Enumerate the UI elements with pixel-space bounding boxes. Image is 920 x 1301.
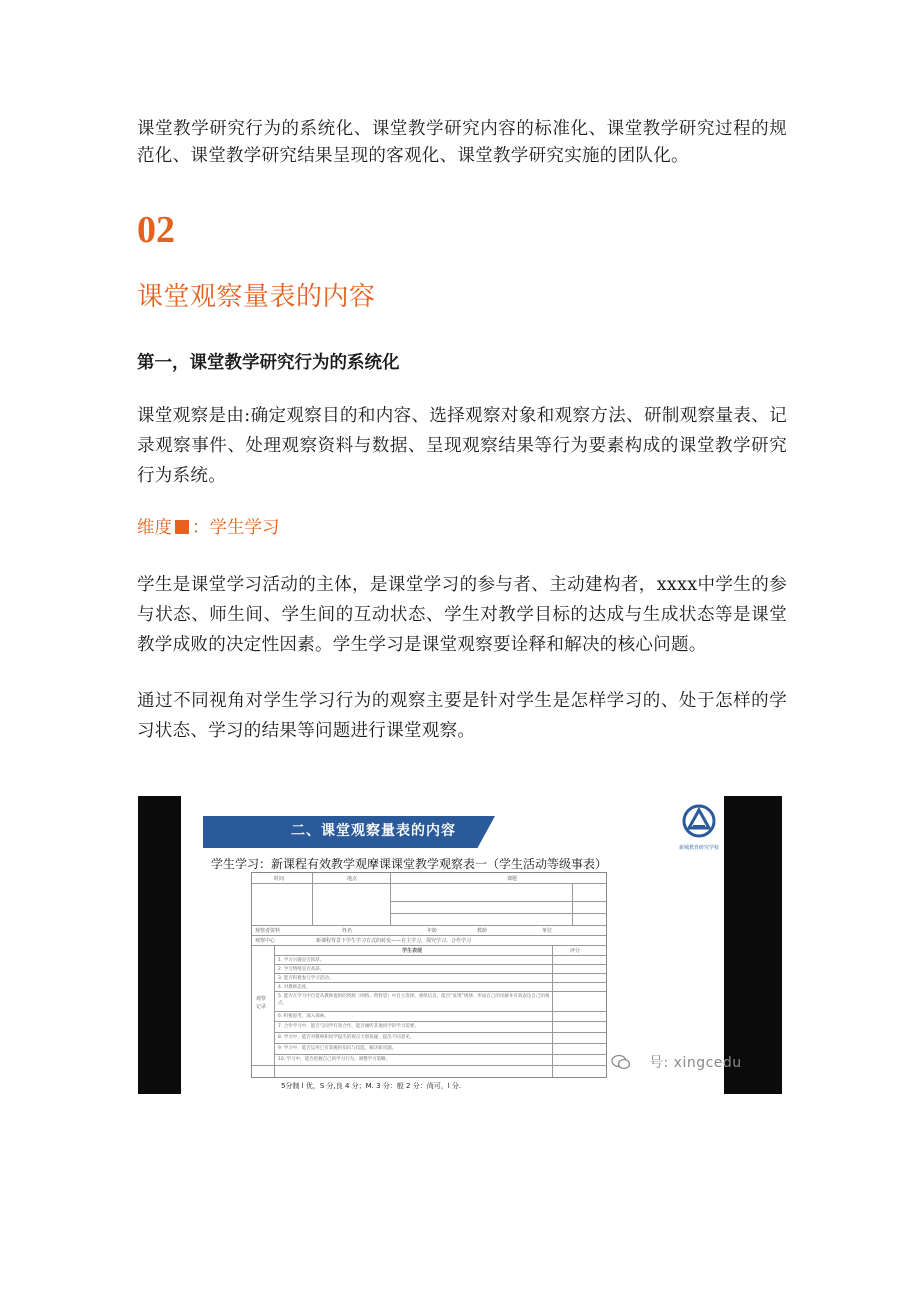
table-rule	[252, 935, 606, 936]
watermark-text: 号: xingcedu	[649, 1055, 742, 1071]
paragraph-observation-perspective: 通过不同视角对学生学习行为的观察主要是针对学生是怎样学习的、处于怎样的学习状态、学习的结果等问题进行课堂观察。	[137, 691, 787, 741]
score-note: 5分制 l 优，S 分,良 4 分；M. 3 分：般 2 分：尚可，l 分.	[281, 1082, 462, 1090]
table-rule	[274, 1032, 606, 1033]
dimension-prefix: 维度	[137, 518, 172, 538]
cell-time: 时间	[274, 876, 285, 882]
table-rule	[274, 1043, 606, 1044]
table-rule	[274, 973, 606, 974]
table-row: 3. 能否积极参与学习活动。	[278, 976, 334, 981]
table-row: 4. 对教师态度。	[278, 985, 311, 990]
wechat-icon	[611, 1054, 631, 1070]
table-rule	[390, 913, 606, 914]
section-title: 课堂观察量表的内容	[137, 282, 376, 312]
table-row: 8. 学习中，能否对教师和同学提出的观点大胆质疑，提出不同意见。	[278, 1035, 415, 1040]
table-rule	[274, 982, 606, 983]
embedded-slide-image	[138, 796, 782, 1094]
paragraph-student-subject: 学生是课堂学习活动的主体，是课堂学习的参与者、主动建构者，xxxx中学生的参与状态、师生间、学生间的互动状态、学生对教学目标的达成与生成状态等是课堂教学成败的决定性因素。学生学习是课堂观察要诠释和解决的核心问题。	[137, 575, 787, 655]
cell-observer-info: 观察者资料	[255, 928, 281, 934]
table-rule	[274, 991, 606, 992]
dimension-label	[137, 514, 280, 539]
table-row: 10. 学习中，能否把握自己的学习行为，调整学习策略。	[278, 1057, 391, 1062]
logo-icon	[681, 804, 717, 838]
table-rule	[274, 955, 606, 956]
table-row: 7. 合作学习中，能否与同学有效合作，能否倾听其他同学的学习需要。	[278, 1024, 419, 1029]
table-rule	[274, 1054, 606, 1055]
cell-teaching-years: 教龄	[477, 928, 488, 934]
intro-paragraph: 课堂教学研究行为的系统化、课堂教学研究内容的标准化、课堂教学研究过程的规范化、课堂教学研究结果呈现的客观化、课堂教学研究实施的团队化。	[137, 119, 787, 166]
logo-caption: 新城教育研究学校	[678, 845, 719, 851]
table-rule	[252, 1065, 606, 1066]
table-rule	[572, 883, 573, 925]
table-rule	[274, 1021, 606, 1022]
table-title: 学生学习：新课程有效教学观摩课课堂教学观察表一（学生活动等级事表）	[211, 857, 608, 871]
table-row: 1. 学习兴趣是否浓厚。	[278, 958, 325, 963]
table-rule	[312, 873, 313, 925]
slide-content	[181, 796, 742, 1094]
table-rule	[274, 1011, 606, 1012]
table-rule	[390, 873, 391, 925]
table-rule	[274, 964, 606, 965]
table-row: 9. 学习中，能否运用已有掌握的知识与技能，解决新问题。	[278, 1046, 397, 1051]
table-rule	[252, 925, 606, 926]
table-rule	[252, 883, 606, 884]
col-student-performance: 学生表现	[402, 948, 423, 954]
table-row: 2. 学习情绪是否高昂。	[278, 967, 325, 972]
table-row: 5. 能否在学习中自觉从教师提供的资源（网络、资料袋）中自主选择、重组信息，能否“发现”规律，形成自己的见解并有效表达自己的观点。	[278, 994, 550, 1006]
paragraph-observation-system: 课堂观察是由:确定观察目的和内容、选择观察对象和观察方法、研制观察量表、记录观察事件、处理观察资料与数据、呈现观察结果等行为要素构成的课堂教学研究行为系统。	[137, 406, 787, 486]
section-number: 02	[137, 209, 175, 251]
cell-focus-value: 新课程背景下学生学习方式的转变——自主学习、探究学习、合作学习	[316, 938, 472, 944]
cell-name: 姓名	[342, 928, 353, 934]
observation-table	[251, 872, 607, 1078]
cell-age: 年龄	[427, 928, 438, 934]
square-icon	[175, 520, 189, 534]
table-rule	[390, 901, 606, 902]
cell-unit: 单位	[542, 928, 553, 934]
sub-heading: 第一，课堂教学研究行为的系统化	[137, 353, 400, 373]
side-label-observation: 观察记录	[256, 996, 267, 1010]
col-score: 评分	[570, 948, 581, 954]
table-row: 6. 积极思考，深入探索。	[278, 1014, 329, 1019]
school-logo	[677, 804, 721, 854]
cell-focus: 观察中心	[255, 938, 276, 944]
slide-banner-text: 二、课堂观察量表的内容	[291, 823, 456, 839]
cell-topic: 课题	[507, 876, 518, 882]
dimension-suffix: ：学生学习	[192, 518, 280, 538]
cell-location: 地点	[347, 876, 358, 882]
